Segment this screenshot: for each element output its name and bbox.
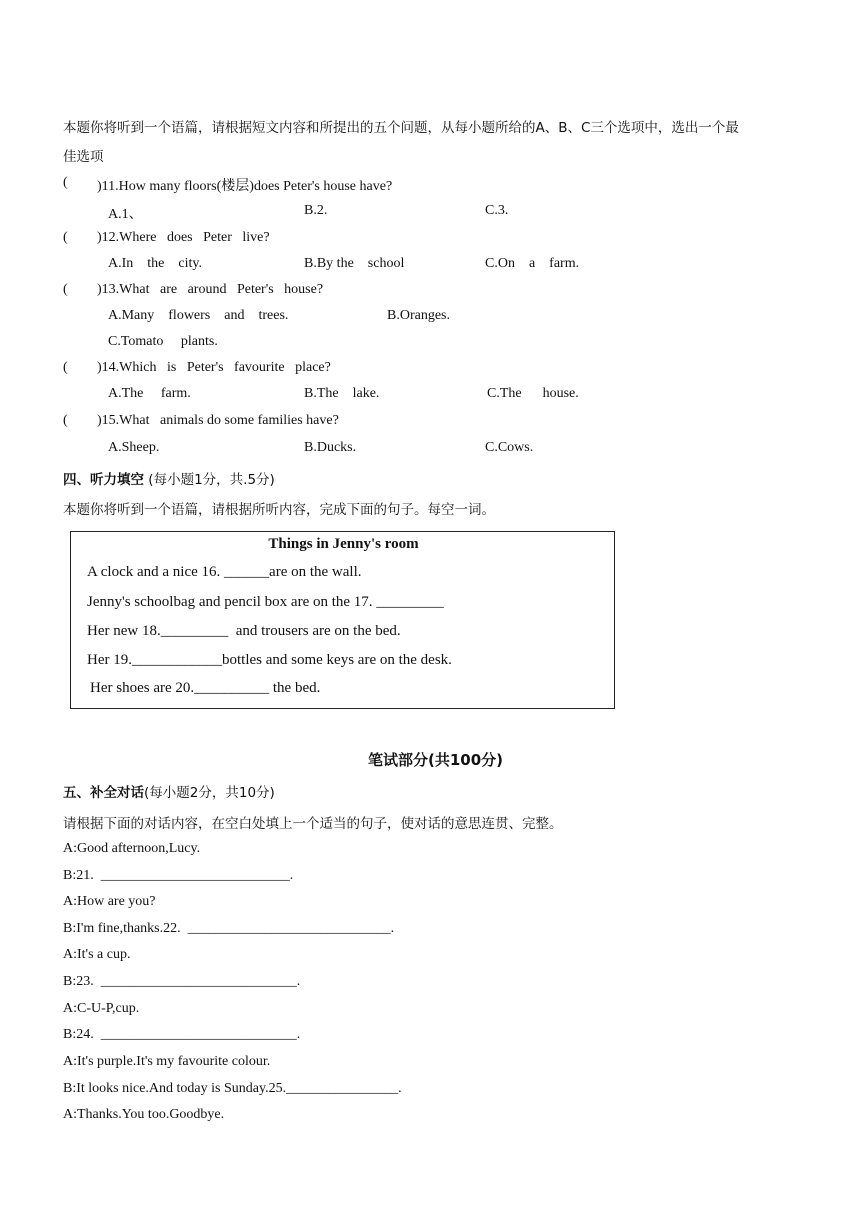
section4-heading: 四、听力填空 [63,472,144,488]
dialogue-line: A:It's purple.It's my favourite colour. [63,1054,271,1069]
section5-instruction: 请根据下面的对话内容，在空白处填上一个适当的句子，使对话的意思连贯、完整。 [63,816,563,832]
dialogue-line: B:24. ____________________________. [63,1027,301,1042]
box-line-18: Her new 18._________ and trousers are on the bed. [87,623,401,639]
dialogue-line: B:It looks nice.And today is Sunday.25.________________. [63,1081,402,1096]
jenny-room-box [70,531,615,709]
box-title: Things in Jenny's room [268,536,419,552]
q11-option-b: B.2. [304,203,328,218]
q12-option-a: A.In the city. [108,256,202,271]
section5-heading-note: (每小题2分，共10分) [144,785,275,801]
dialogue-line: A:How are you? [63,894,156,909]
dialogue-line: B:I'm fine,thanks.22. _____________________________. [63,921,395,936]
q14-option-c: C.The house. [487,386,579,401]
section5-heading-row [63,781,275,801]
box-line-19: Her 19.____________bottles and some keys are on the desk. [87,652,452,668]
dialogue-line: B:21. ___________________________. [63,868,294,883]
dialogue-line: A:Good afternoon,Lucy. [63,841,201,856]
section4-instruction: 本题你将听到一个语篇，请根据所听内容，完成下面的句子。每空一词。 [63,502,495,518]
written-part-title: 笔试部分(共100分) [368,751,504,769]
q14-stem: )14.Which is Peter's favourite place? [97,360,331,375]
q12-option-b: B.By the school [304,256,405,271]
q15-option-a: A.Sheep. [108,440,160,455]
dialogue-line: A:Thanks.You too.Goodbye. [63,1107,225,1122]
q15-option-b: B.Ducks. [304,440,357,455]
section4-heading-row [63,468,275,488]
q14-paren: ( [63,360,68,375]
box-line-17: Jenny's schoolbag and pencil box are on the 17. _________ [87,594,444,610]
box-line-16: A clock and a nice 16. ______are on the wall. [87,564,362,580]
q15-option-c: C.Cows. [485,440,534,455]
q13-stem: )13.What are around Peter's house? [97,282,324,297]
section3-instruction-line1: 本题你将听到一个语篇，请根据短文内容和所提出的五个问题，从每小题所给的A、B、C三个选项中，选出一个最 [63,120,739,136]
section3-instruction-line2: 佳选项 [63,149,104,165]
q14-option-b: B.The lake. [304,386,380,401]
dialogue-line: A:It's a cup. [63,947,131,962]
q13-option-b: B.Oranges. [387,308,450,323]
section4-heading-note: (每小题1分，共.5分) [148,472,275,488]
q12-option-c: C.On a farm. [485,256,580,271]
q12-paren: ( [63,230,68,245]
dialogue-line: B:23. ____________________________. [63,974,301,989]
q11-stem: )11.How many floors(楼层)does Peter's house have? [97,179,393,194]
q12-stem: )12.Where does Peter live? [97,230,270,245]
q13-option-a: A.Many flowers and trees. [108,308,289,323]
q15-paren: ( [63,413,68,428]
q11-paren: ( [63,175,68,190]
q13-option-c: C.Tomato plants. [108,334,218,349]
box-line-20: Her shoes are 20.__________ the bed. [90,680,321,696]
q13-paren: ( [63,282,68,297]
dialogue-line: A:C-U-P,cup. [63,1001,140,1016]
section5-heading: 五、补全对话 [63,785,144,801]
q11-option-c: C.3. [485,203,509,218]
q15-stem: )15.What animals do some families have? [97,413,339,428]
q14-option-a: A.The farm. [108,386,191,401]
q11-option-a: A.1、 [108,207,143,222]
